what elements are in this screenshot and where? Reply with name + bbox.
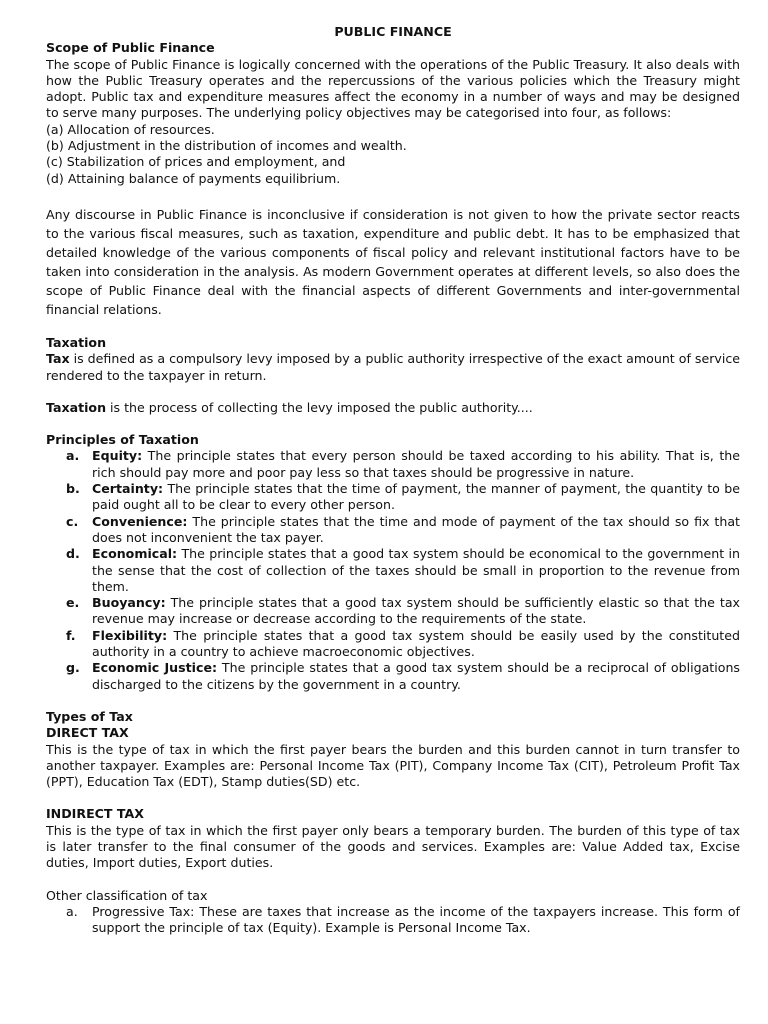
principle-item: [46, 448, 740, 481]
principle-term: Economical:: [92, 546, 178, 562]
classification-item: [46, 904, 740, 937]
principle-text: The principle states that a good tax system should be sufficiently elastic so that the tax revenue may increase or decrease according to the requirements of the state.: [92, 595, 740, 627]
principles-list: [46, 448, 740, 692]
other-classification-heading: Other classification of tax: [46, 887, 208, 903]
tax-term: Tax: [46, 351, 70, 367]
principle-text: The principle states that the time of payment, the manner of payment, the quantity to be paid ought all to be clear to every other person.: [92, 481, 740, 513]
principle-text: The principle states that a good tax system should be a reciprocal of obligations discharged to the citizens by the government in a country.: [92, 660, 740, 692]
principle-item: [46, 595, 740, 628]
principle-term: Convenience:: [92, 513, 188, 529]
classification-marker: a.: [66, 903, 78, 919]
principle-item: [46, 660, 740, 693]
scope-intro-paragraph: The scope of Public Finance is logically concerned with the operations of the Public Treasury. It also deals with how the Public Treasury operates and the repercussions of the various policies which the Treasury might adopt. Public tax and expenditure measures affect the economy in a number of ways and may be designed to serve many purposes. The underlying policy objectives may be categorised into four, as follows:: [46, 56, 740, 121]
taxation-term: Taxation: [46, 399, 107, 415]
principle-text: The principle states that the time and mode of payment of the tax should so fix that does not inconvenient the tax payer.: [92, 513, 740, 545]
principle-marker: d.: [66, 546, 80, 562]
scope-heading: Scope of Public Finance: [46, 40, 215, 56]
principle-item: [46, 546, 740, 595]
principle-text: The principle states that a good tax system should be economical to the government in the sense that the cost of collection of the taxes should be small in proportion to the revenue from them.: [92, 546, 740, 594]
principle-marker: c.: [66, 513, 79, 529]
principle-term: Certainty:: [92, 481, 164, 497]
principle-marker: g.: [66, 660, 80, 676]
indirect-tax-paragraph: This is the type of tax in which the first payer only bears a temporary burden. The burden of this type of tax is later transfer to the final consumer of the goods and services. Examples are: Value Added tax, Excise duties, Import duties, Export duties.: [46, 822, 740, 871]
objective-item: (c) Stabilization of prices and employment, and: [46, 154, 346, 170]
taxation-heading: Taxation: [46, 334, 107, 350]
principles-heading: Principles of Taxation: [46, 432, 199, 448]
principle-marker: a.: [66, 448, 80, 464]
tax-definition-text: is defined as a compulsory levy imposed by a public authority irrespective of the exact amount of service rendered to the taxpayer in return.: [46, 351, 740, 383]
indirect-tax-heading: INDIRECT TAX: [46, 806, 144, 822]
principle-item: [46, 481, 740, 514]
principle-term: Flexibility:: [92, 627, 168, 643]
discourse-paragraph: Any discourse in Public Finance is inconclusive if consideration is not given to how the private sector reacts to the various fiscal measures, such as taxation, expenditure and public debt. It has to be emphasized that detailed knowledge of the various components of fiscal policy and relevant institutional factors have to be taken into consideration in the analysis. As modern Government operates at different levels, so also does the scope of Public Finance deal with the financial aspects of different Governments and inter-governmental financial relations.: [46, 206, 740, 317]
principle-item: [46, 514, 740, 547]
objectives-list: [46, 122, 740, 187]
tax-definition: [46, 351, 740, 384]
principle-item: [46, 628, 740, 661]
principle-text: The principle states that a good tax system should be easily used by the constituted authority in a country to achieve macroeconomic objectives.: [92, 627, 740, 660]
objective-item: (b) Adjustment in the distribution of incomes and wealth.: [46, 138, 407, 154]
principle-text: The principle states that every person should be taxed according to his ability. That is, the rich should pay more and poor pay less so that taxes should be progressive in nature.: [92, 448, 740, 480]
objective-item: (d) Attaining balance of payments equilibrium.: [46, 170, 341, 186]
page-title: PUBLIC FINANCE: [334, 24, 452, 39]
direct-tax-heading: DIRECT TAX: [46, 725, 129, 741]
classification-text: Progressive Tax: These are taxes that increase as the income of the taxpayers increase. This form of support the principle of tax (Equity). Example is Personal Income Tax.: [92, 903, 740, 936]
objective-item: (a) Allocation of resources.: [46, 121, 215, 137]
taxation-definition-text: is the process of collecting the levy imposed the public authority....: [106, 399, 533, 415]
principle-term: Equity:: [92, 448, 143, 464]
types-heading: Types of Tax: [46, 708, 133, 724]
principle-marker: e.: [66, 595, 80, 611]
other-classification-list: [46, 904, 740, 937]
principle-marker: f.: [66, 627, 76, 643]
principle-marker: b.: [66, 481, 80, 497]
direct-tax-paragraph: This is the type of tax in which the first payer bears the burden and this burden cannot in turn transfer to another taxpayer. Examples are: Personal Income Tax (PIT), Company Income Tax (CIT), Petroleum Profit Tax (PPT), Education Tax (EDT), Stamp duties(SD) etc.: [46, 741, 740, 790]
principle-term: Buoyancy:: [92, 595, 166, 611]
taxation-definition: [46, 400, 740, 416]
principle-term: Economic Justice:: [92, 660, 218, 676]
